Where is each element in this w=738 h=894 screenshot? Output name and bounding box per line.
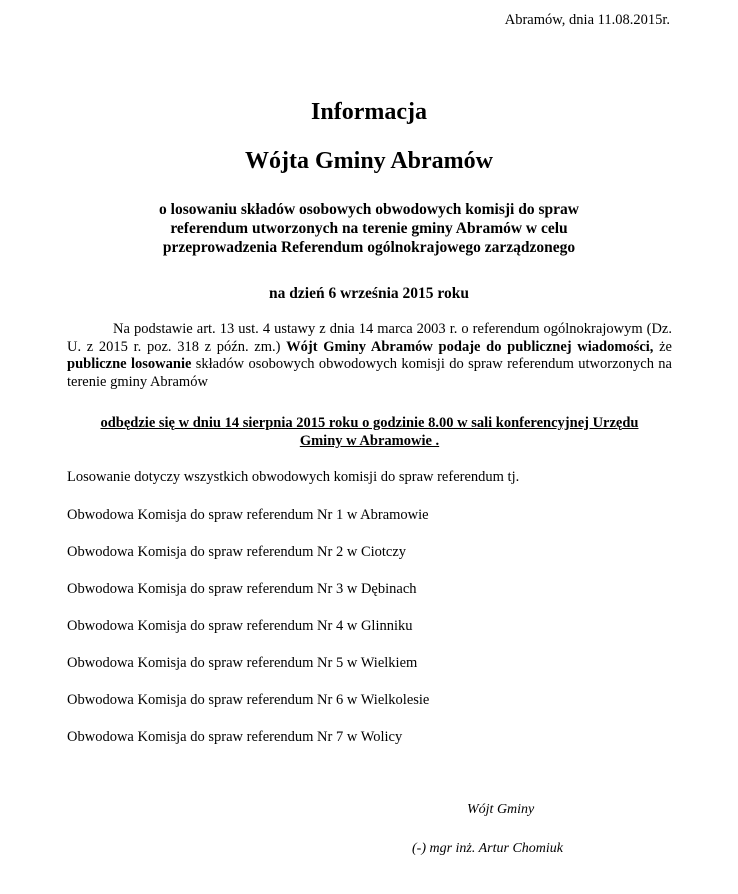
document-title-issuer: Wójta Gminy Abramów (245, 148, 493, 174)
document-subtitle (100, 200, 638, 257)
body-text-bold-2: publiczne losowanie (67, 356, 192, 372)
commission-item: Obwodowa Komisja do spraw referendum Nr 1 w Abramowie (67, 507, 429, 523)
body-text-bold-1: Wójt Gminy Abramów podaje do publicznej wiadomości, (286, 338, 654, 355)
referendum-date: na dzień 6 września 2015 roku (269, 285, 469, 302)
commission-item: Obwodowa Komisja do spraw referendum Nr 3 w Dębinach (67, 581, 417, 597)
subtitle-line-3: przeprowadzenia Referendum ogólnokrajowego zarządzonego (162, 239, 576, 256)
notice-line-2: Gminy w Abramowie . (299, 433, 440, 449)
body-text-2: że (653, 338, 672, 355)
drawing-notice (67, 414, 672, 450)
subtitle-line-1: o losowaniu składów osobowych obwodowych komisji do spraw (159, 201, 579, 218)
notice-line-1: odbędzie się w dniu 14 sierpnia 2015 roku o godzinie 8.00 w sali konferencyjnej Urzędu (100, 415, 639, 431)
body-text-3: składów osobowych obwodowych komisji do spraw referendum utworzonych na terenie gminy Abramów (67, 356, 672, 390)
subtitle-line-2: referendum utworzonych na terenie gminy Abramów w celu (170, 220, 568, 237)
signature-name: (-) mgr inż. Artur Chomiuk (412, 841, 564, 856)
document-title: Informacja (311, 99, 427, 125)
commissions-intro: Losowanie dotyczy wszystkich obwodowych komisji do spraw referendum tj. (67, 469, 520, 485)
commission-item: Obwodowa Komisja do spraw referendum Nr 4 w Glinniku (67, 618, 413, 634)
commission-item: Obwodowa Komisja do spraw referendum Nr 2 w Ciotczy (67, 544, 407, 560)
document-date: Abramów, dnia 11.08.2015r. (504, 12, 670, 28)
body-text-1: Na podstawie art. 13 ust. 4 ustawy z dnia 14 marca 2003 r. o referendum ogólnokrajowym (Dz. U. z 2015 r. poz. 318 z późn. zm.) (67, 321, 672, 355)
commission-item: Obwodowa Komisja do spraw referendum Nr 5 w Wielkiem (67, 655, 418, 671)
body-paragraph (67, 321, 672, 391)
commission-item: Obwodowa Komisja do spraw referendum Nr 6 w Wielkolesie (67, 692, 430, 708)
commission-item: Obwodowa Komisja do spraw referendum Nr 7 w Wolicy (67, 729, 403, 745)
signature-title: Wójt Gminy (467, 802, 535, 817)
